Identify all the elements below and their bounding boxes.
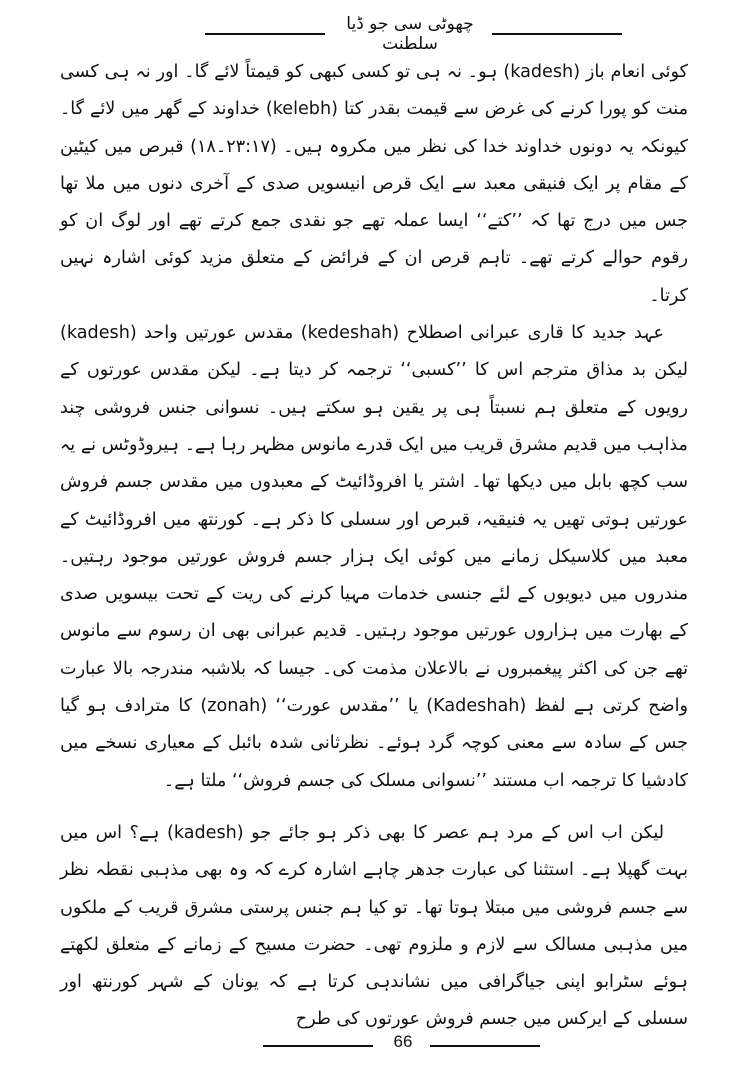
footer-rule-right: [430, 1045, 540, 1047]
page-footer: [0, 1032, 748, 1062]
page-number: 66: [393, 1032, 413, 1051]
header-rule-right: [492, 33, 622, 35]
paragraph-3: لیکن اب اس کے مرد ہم عصر کا بھی ذکر ہو جائے جو (kadesh) ہے؟ اس میں بہت گھپلا ہے۔ استثنا کی عبارت جدھر چاہے اشارہ کرے کہ وہ بھی مذہبی نقطہ نظر سے جسم فروشی میں مبتلا ہوتا تھا۔ تو کیا ہم جنس پرستی مشرق قریب کے ملکوں میں مذہبی مسالک سے لازم و ملزوم تھی۔ حضرت مسیح کے زمانے کے متعلق لکھتے ہوئے سٹرابو اپنی جیاگرافی میں نشاندہی کرتا ہے کہ یونان کے شہر کورنتھ اور سسلی کے ایرکس میں جسم فروش عورتوں کی طرح: [60, 822, 688, 1030]
paragraph-2: عہد جدید کا قاری عبرانی اصطلاح (kedeshah) مقدس عورتیں واحد (kadesh) لیکن بد مذاق مترجم اس کا ’’کسبی‘‘ ترجمہ کر دیتا ہے۔ لیکن مقدس عورتوں کے رویوں کے متعلق ہم نسبتاً ہی پر یقین ہو سکتے ہیں۔ نسوانی جنس فروشی چند مذاہب میں قدیم مشرق قریب میں ایک قدرے مانوس مظہر رہا ہے۔ ہیروڈوٹس نے یہ سب کچھ بابل میں دیکھا تھا۔ اشتر یا افروڈائیٹ کے معبدوں میں مقدس جسم فروش عورتیں ہوتی تھیں یہ فنیقیہ، قبرص اور سسلی کا ذکر ہے۔ کورنتھ میں افروڈائیٹ کے معبد میں کلاسیکل زمانے میں کوئی ایک ہزار جسم فروش عورتیں موجود رہتیں۔ مندروں میں دیویوں کے لئے جنسی خدمات مہیا کرنے کی ریت کے تحت بیسویں صدی کے بھارت میں ہزاروں عورتیں موجود رہتیں۔ قدیم عبرانی بھی ان رسوم سے مانوس تھے جن کی اکثر پیغمبروں نے بالاعلان مذمت کی۔ جیسا کہ بلاشبہ مندرجہ بالا عبارت واضح کرتی ہے لفظ (Kadeshah) یا ’’مقدس عورت‘‘ (zonah) کا مترادف ہو گیا جس کے سادہ سے معنی کوچہ گرد ہوئے۔ نظرثانی شدہ بائبل کے معیاری نسخے میں کادشیا کا ترجمہ اب مستند ’’نسوانی مسلک کی جسم فروش‘‘ ملتا ہے۔: [60, 323, 688, 791]
running-header: [0, 8, 748, 54]
footer-rule-left: [263, 1045, 373, 1047]
header-rule-left: [205, 33, 325, 35]
header-title: چھوٹی سی جو ڈیا سلطنت: [346, 14, 474, 54]
paragraph-1: کوئی انعام باز (kadesh) ہو۔ نہ ہی تو کسی کبھی کو قیمتاً لائے گا۔ اور نہ ہی کسی منت کو پورا کرنے کی غرض سے قیمت بقدر کتا (kelebh) خداوند کے گھر میں لائے گا۔ کیونکہ یہ دونوں خداوند خدا کی نظر میں مکروہ ہیں۔ (۲۳:۱۷۔۱۸) قبرص میں کیٹین کے مقام پر ایک فنیقی معبد سے ایک قرص انیسویں صدی کے آخری دنوں میں ملا تھا جس میں درج تھا کہ ’’کتے‘‘ ایسا عملہ تھے جو نقدی جمع کرتے تھے اور لوگ ان کو رقوم حوالے کرتے تھے۔ تاہم قرص ان کے فرائض کے متعلق مزید کوئی اشارہ نہیں کرتا۔: [60, 62, 688, 306]
page-body: [60, 54, 688, 1039]
